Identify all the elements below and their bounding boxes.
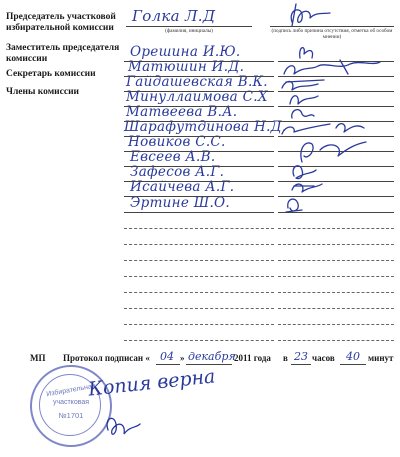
deputy-label: Заместитель председателя комиссии (6, 43, 120, 64)
protocol-signed-label: Протокол подписан « (63, 353, 150, 363)
member-name: Матюшин И.Д. (128, 59, 245, 75)
member-name: Орешина И.Ю. (130, 44, 241, 60)
signed-day: 04 (160, 350, 174, 363)
member-name: Шарафутдинова Н.Д. (124, 119, 287, 135)
member-name: Зафесов А.Г. (130, 164, 225, 180)
hours-label: часов (312, 353, 335, 363)
member-name: Матвеева В.А. (126, 104, 238, 120)
member-name: Евсеев А.В. (130, 149, 216, 165)
member-name: Эртине Ш.О. (130, 195, 230, 211)
name-caption: (фамилия, инициалы) (165, 28, 213, 34)
minutes-label: минут (368, 353, 394, 363)
stamp-number: №1701 (58, 411, 84, 420)
signature-caption: (подпись либо причина отсутствия, отметка об особом мнении) (271, 28, 393, 40)
mp-label: МП (30, 353, 46, 363)
close-quote: » (180, 353, 185, 363)
stamp-top-text: Избирательная (45, 382, 97, 399)
secretary-label: Секретарь комиссии (6, 69, 96, 79)
member-name: Исайчева А.Г. (130, 179, 235, 195)
chairman-label: Председатель участковой избирательной комиссии (6, 12, 116, 33)
signed-month: декабря (188, 350, 236, 363)
signed-hour: 23 (294, 350, 308, 363)
in-label: в (283, 353, 288, 363)
signed-minutes: 40 (346, 350, 360, 363)
chairman-name: Голка Л.Д (132, 7, 216, 25)
stamp-mid-text: участковая (52, 399, 90, 406)
year-label: 2011 года (234, 353, 271, 363)
member-name: Гайдашевская В.К. (126, 74, 268, 90)
copy-true-note: Копия верна (87, 365, 217, 401)
member-name: Новиков С.С. (128, 134, 226, 150)
member-name: Минуллаимова С.Х (126, 89, 268, 105)
members-label: Члены комиссии (6, 87, 80, 97)
